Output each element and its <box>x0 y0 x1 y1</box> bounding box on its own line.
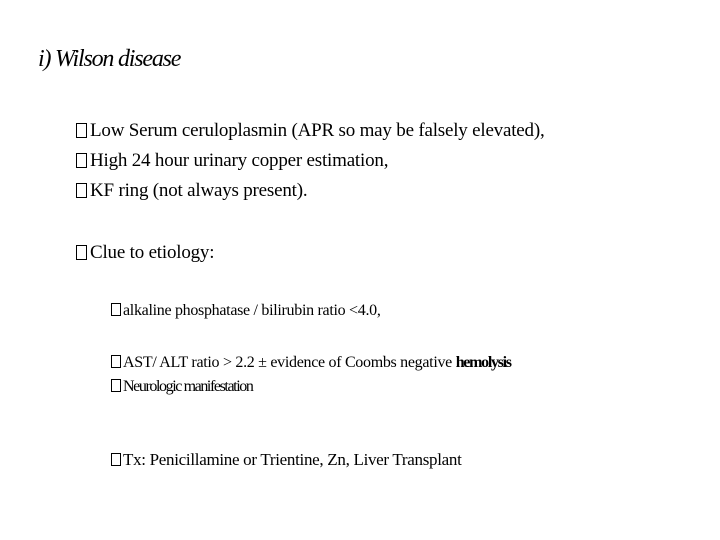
bullet-box-icon <box>111 379 121 392</box>
slide-title: i) Wilson disease <box>38 46 181 72</box>
clue-hemolysis: hemolysis <box>455 354 511 371</box>
bullet-text: High 24 hour urinary copper estimation, <box>90 150 389 171</box>
bullet-box-icon <box>111 303 121 316</box>
bullet-box-icon <box>111 453 121 466</box>
clue-alp-ratio: alkaline phosphatase / bilirubin ratio <4.0, <box>123 302 381 319</box>
bullet-box-icon <box>76 123 87 138</box>
bullet-box-icon <box>76 183 87 198</box>
bullet-box-icon <box>111 355 121 368</box>
treatment-item <box>111 450 462 470</box>
clue-item <box>111 354 511 372</box>
clue-neuro: Neurologic manifestation <box>123 378 253 395</box>
clue-item <box>111 302 381 320</box>
clue-item <box>111 378 252 396</box>
treatment-text: Tx: Penicillamine or Trientine, Zn, Liver Transplant <box>123 450 462 469</box>
bullet-box-icon <box>76 153 87 168</box>
bullet-item <box>76 150 388 172</box>
bullet-item <box>76 120 545 142</box>
bullet-box-icon <box>76 245 87 260</box>
clue-heading <box>76 242 214 264</box>
bullet-text: Low Serum ceruloplasmin (APR so may be falsely elevated), <box>90 120 545 141</box>
clue-heading-text: Clue to etiology: <box>90 242 215 263</box>
bullet-item <box>76 180 307 202</box>
bullet-text: KF ring (not always present). <box>90 180 308 201</box>
clue-ast-alt: AST/ ALT ratio > 2.2 ± evidence of Coombs negative <box>123 354 456 371</box>
